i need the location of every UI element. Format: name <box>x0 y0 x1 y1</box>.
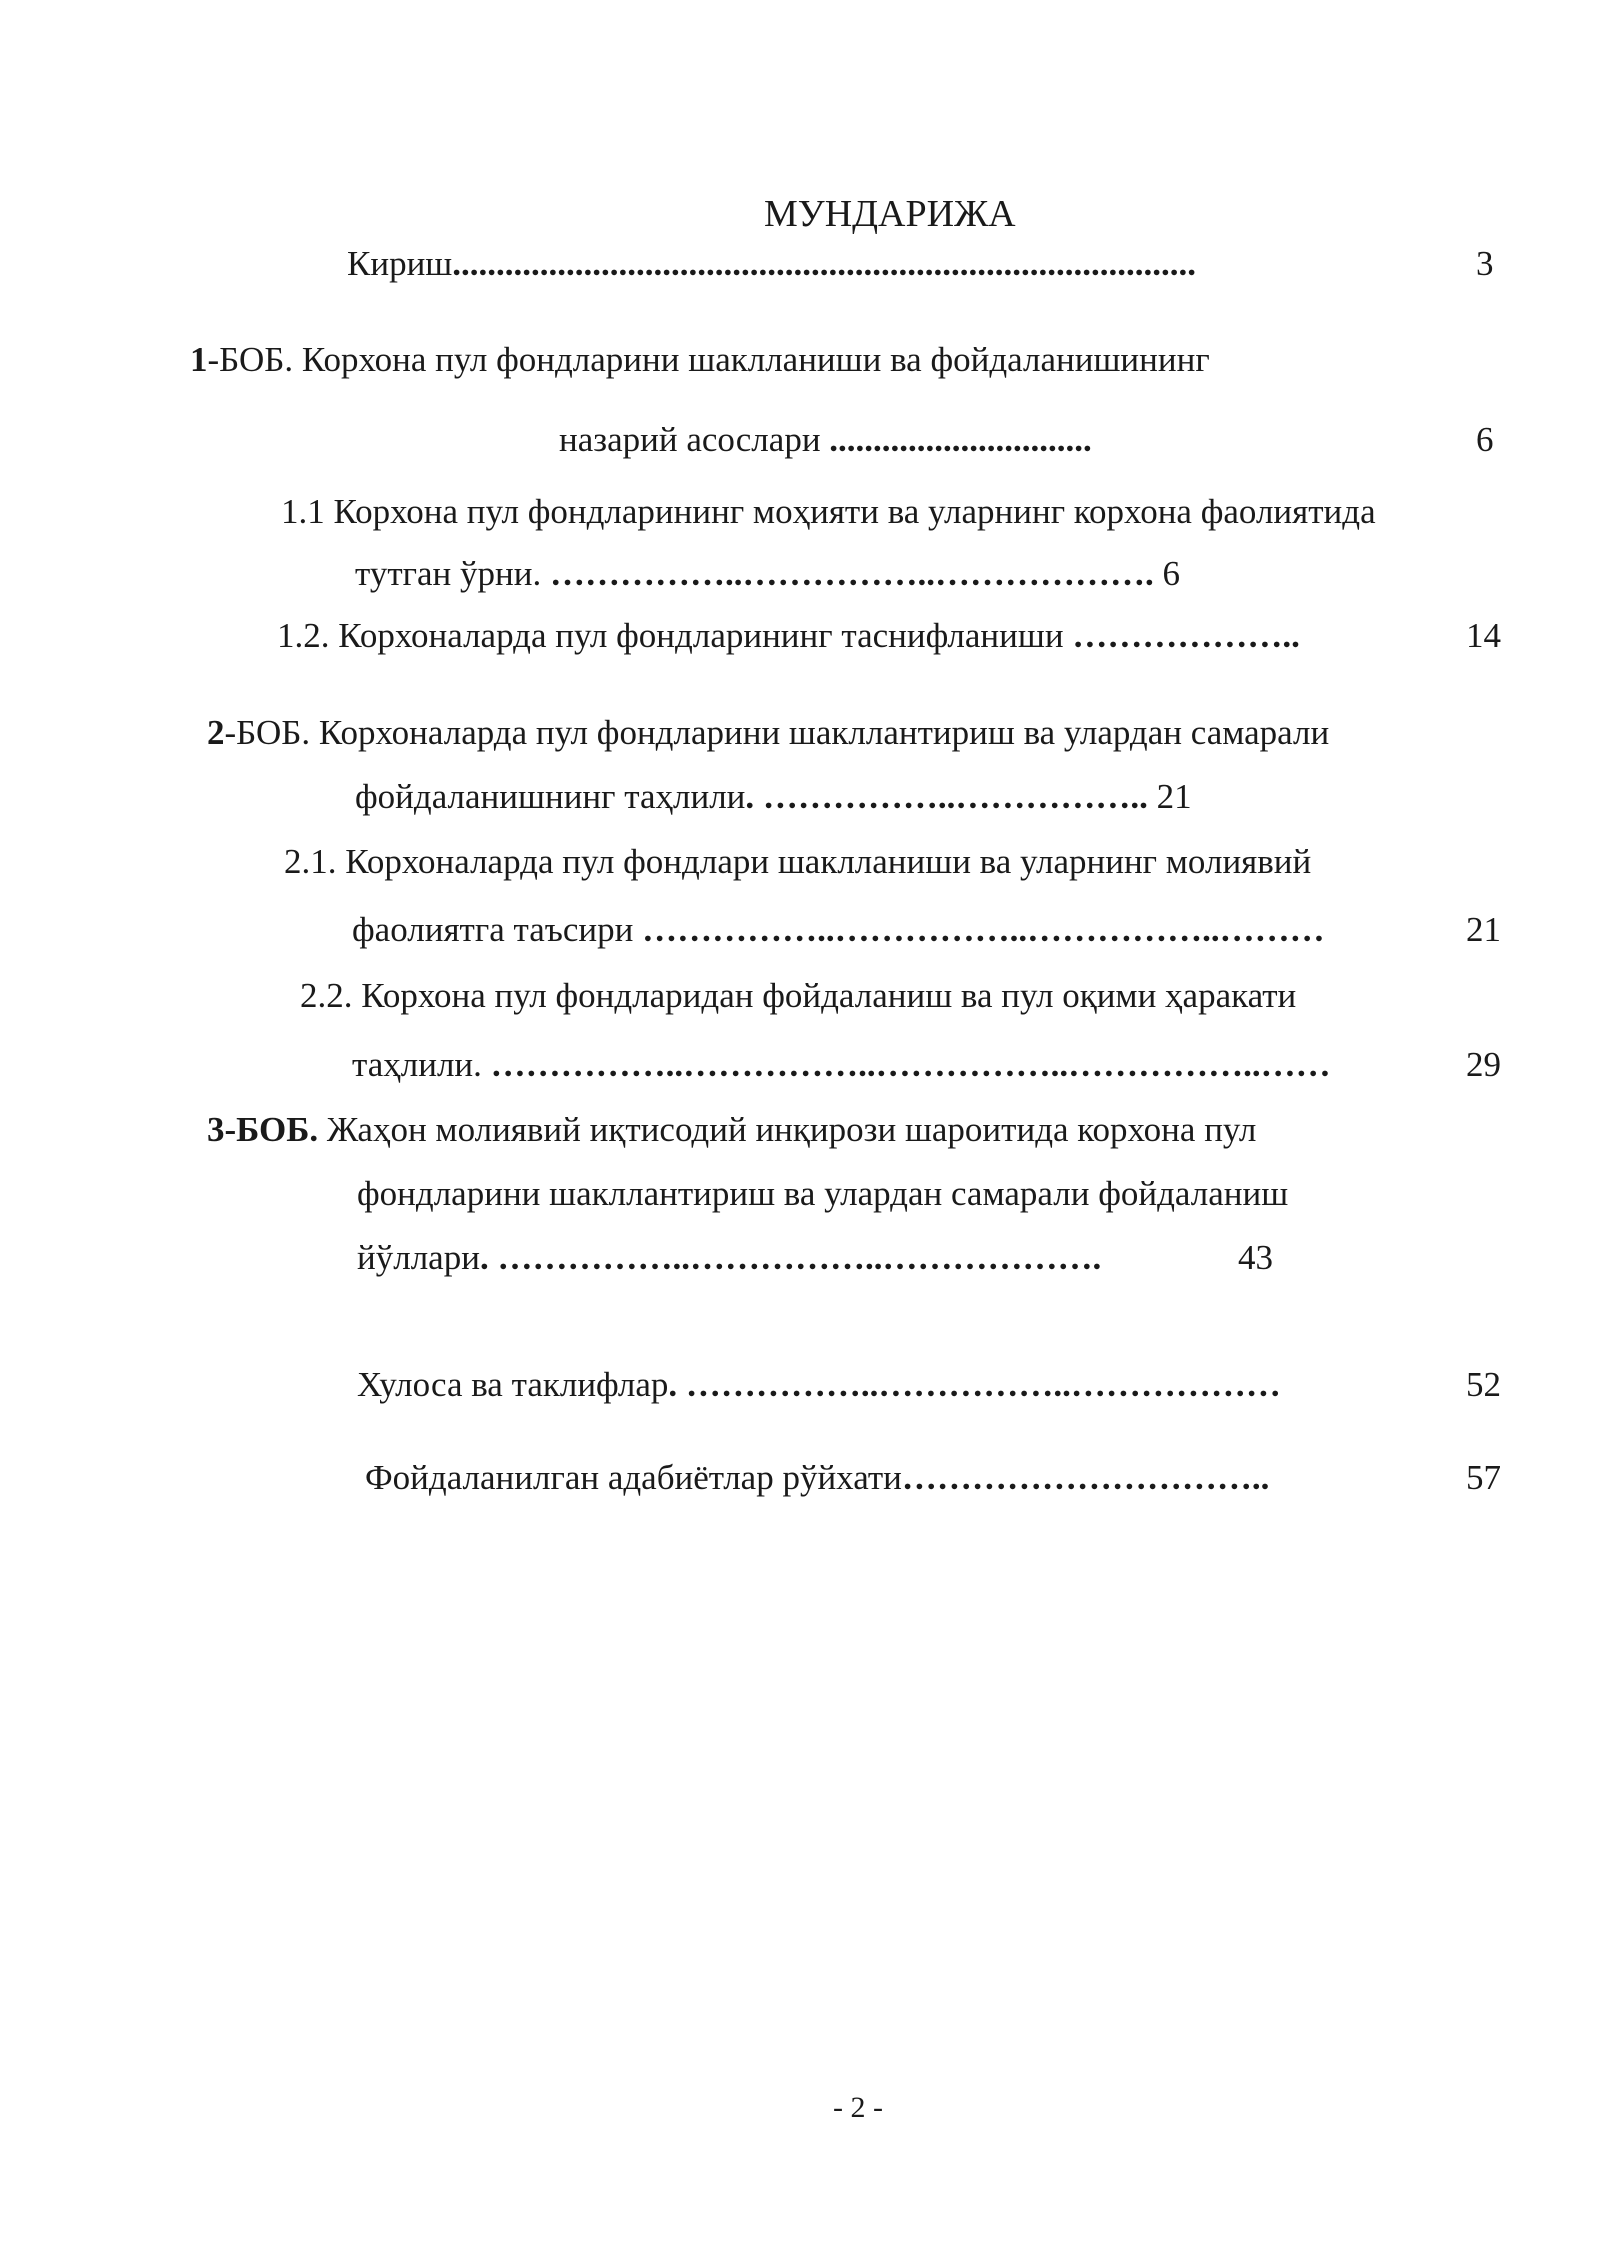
chapter-number: 1 <box>190 340 208 379</box>
entry-label: Фойдаланилган адабиётлар рўйхати <box>365 1458 902 1497</box>
chapter-title-line1: Корхона пул фондларини шаклланиши ва фойдаланишининг <box>293 340 1210 379</box>
page-footer-number: - 2 - <box>833 2091 883 2124</box>
page-number-1-1: 6 <box>1162 554 1180 593</box>
page-number-ch1: 6 <box>1476 420 1494 459</box>
leader-dots: . ……………..……………..………………. <box>479 1238 1102 1277</box>
chapter-title-line3: йўллари <box>357 1238 480 1277</box>
toc-chapter-3 <box>207 1108 1256 1152</box>
toc-entry-intro <box>347 242 1196 286</box>
page-number-references: 57 <box>1466 1458 1501 1497</box>
entry-label: Кириш <box>347 244 453 283</box>
page-number-ch2: 21 <box>1156 777 1192 816</box>
chapter-title-line2: назарий асослари <box>559 420 830 459</box>
toc-chapter-1 <box>190 338 1210 382</box>
toc-section-1-1: 1.1 Корхона пул фондларининг моҳияти ва уларнинг корхона фаолиятида <box>281 492 1376 531</box>
page-number-2-2: 29 <box>1466 1045 1501 1084</box>
toc-section-1-1-line2 <box>355 552 1180 596</box>
leader-dots: ……………..……………..……………..……………..…… <box>490 1045 1331 1084</box>
entry-label: Хулоса ва таклифлар <box>357 1365 669 1404</box>
section-title: 1.2. Корхоналарда пул фондларининг таснифланиши <box>277 616 1073 655</box>
toc-section-2-1: 2.1. Корхоналарда пул фондлари шаклланиши ва уларнинг молиявий <box>284 842 1312 881</box>
chapter-title-line1: Жаҳон молиявий иқтисодий инқирози шароитида корхона пул <box>318 1110 1257 1149</box>
chapter-prefix: -БОБ. <box>224 713 311 752</box>
leader-dots: ..................................................................................... <box>452 244 1197 283</box>
chapter-title-line1: Корхоналарда пул фондларини шакллантириш ва улардан самарали <box>310 713 1330 752</box>
toc-section-2-2: 2.2. Корхона пул фондларидан фойдаланиш ва пул оқими ҳаракати <box>300 976 1297 1015</box>
section-title-line2: фаолиятга таъсири <box>352 910 643 949</box>
chapter-title-line2: фойдаланишнинг таҳлили <box>355 777 746 816</box>
toc-title: МУНДАРИЖА <box>764 193 1016 235</box>
page-number-ch3: 43 <box>1238 1238 1273 1277</box>
leader-dots: ………………………….. <box>901 1458 1270 1497</box>
toc-section-2-2-line2 <box>352 1043 1331 1087</box>
leader-dots: ……………..……………..……………..……… <box>642 910 1325 949</box>
page-number-conclusion: 52 <box>1466 1365 1501 1404</box>
chapter-prefix: -БОБ. <box>224 1110 319 1149</box>
toc-entry-references <box>365 1456 1269 1500</box>
toc-chapter-1-line2 <box>559 418 1092 462</box>
leader-dots: ……………..……………..………………. <box>549 554 1154 593</box>
toc-chapter-3-line3 <box>357 1236 1101 1280</box>
page-number-2-1: 21 <box>1466 910 1501 949</box>
toc-section-2-1-line2 <box>352 908 1325 952</box>
chapter-number: 2 <box>207 713 225 752</box>
toc-chapter-2 <box>207 711 1329 755</box>
toc-chapter-3-line2: фондларини шакллантириш ва улардан самарали фойдаланиш <box>357 1174 1289 1213</box>
toc-chapter-2-line2 <box>355 775 1192 819</box>
toc-section-1-2 <box>277 614 1300 658</box>
leader-dots: .............................. <box>829 420 1092 459</box>
leader-dots: ……………….. <box>1072 616 1300 655</box>
section-title-line2: тутган ўрни. <box>355 554 550 593</box>
chapter-number: 3 <box>207 1110 225 1149</box>
page-number-intro: 3 <box>1476 244 1494 283</box>
page-number-1-2: 14 <box>1466 616 1501 655</box>
chapter-prefix: -БОБ. <box>207 340 294 379</box>
section-title-line2: таҳлили. <box>352 1045 491 1084</box>
toc-entry-conclusion <box>357 1363 1281 1407</box>
leader-dots: . ……………..…………….. <box>745 777 1148 816</box>
leader-dots: . ……………..……………..……………… <box>668 1365 1281 1404</box>
